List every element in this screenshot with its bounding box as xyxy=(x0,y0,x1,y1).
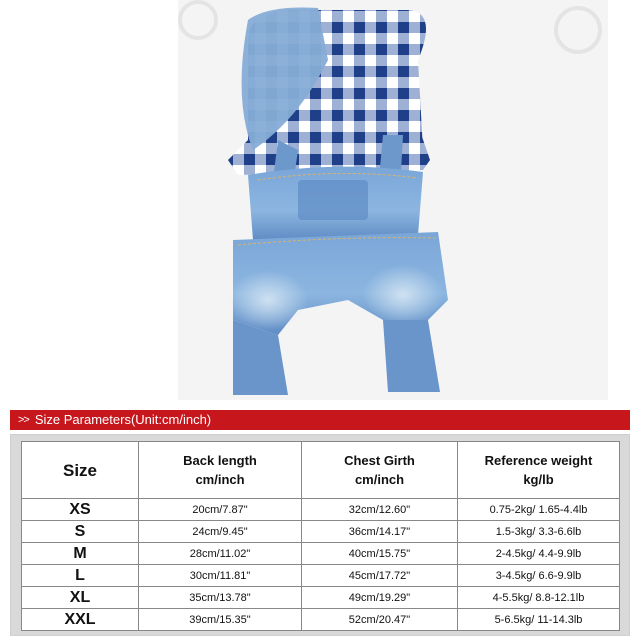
reference-weight-cell: 4-5.5kg/ 8.8-12.1lb xyxy=(458,587,620,609)
chest-girth-cell: 36cm/14.17" xyxy=(302,521,458,543)
size-table-panel xyxy=(10,434,630,636)
bib-pocket xyxy=(298,180,368,220)
chest-girth-cell: 32cm/12.60" xyxy=(302,499,458,521)
chest-girth-cell: 52cm/20.47" xyxy=(302,609,458,631)
reference-weight-cell: 1.5-3kg/ 3.3-6.6lb xyxy=(458,521,620,543)
table-row xyxy=(22,543,620,565)
size-cell: XL xyxy=(22,587,139,609)
back-length-cell: 39cm/15.35" xyxy=(139,609,302,631)
table-row xyxy=(22,609,620,631)
table-header-row xyxy=(22,442,620,499)
table-row xyxy=(22,521,620,543)
size-cell: XS xyxy=(22,499,139,521)
size-cell: L xyxy=(22,565,139,587)
header-size: Size xyxy=(22,442,139,499)
right-leg xyxy=(383,320,440,392)
background-ornament xyxy=(180,2,216,38)
table-row xyxy=(22,587,620,609)
table-row xyxy=(22,499,620,521)
back-length-cell: 35cm/13.78" xyxy=(139,587,302,609)
chest-girth-cell: 49cm/19.29" xyxy=(302,587,458,609)
chest-girth-cell: 40cm/15.75" xyxy=(302,543,458,565)
reference-weight-cell: 5-6.5kg/ 11-14.3lb xyxy=(458,609,620,631)
double-chevron-icon: >> xyxy=(18,414,29,426)
banner-title: Size Parameters(Unit:cm/inch) xyxy=(34,412,212,427)
reference-weight-cell: 3-4.5kg/ 6.6-9.9lb xyxy=(458,565,620,587)
size-table xyxy=(21,441,620,631)
reference-weight-cell: 2-4.5kg/ 4.4-9.9lb xyxy=(458,543,620,565)
header-back-length: Back length cm/inch xyxy=(139,442,302,499)
back-length-cell: 28cm/11.02" xyxy=(139,543,302,565)
product-photo xyxy=(178,0,608,400)
size-cell: XXL xyxy=(22,609,139,631)
header-reference-weight: Reference weight kg/lb xyxy=(458,442,620,499)
back-length-cell: 20cm/7.87" xyxy=(139,499,302,521)
size-cell: M xyxy=(22,543,139,565)
denim-overall-illustration xyxy=(178,0,608,400)
back-length-cell: 24cm/9.45" xyxy=(139,521,302,543)
size-cell: S xyxy=(22,521,139,543)
faded-knee xyxy=(228,270,308,330)
reference-weight-cell: 0.75-2kg/ 1.65-4.4lb xyxy=(458,499,620,521)
header-chest-girth: Chest Girth cm/inch xyxy=(302,442,458,499)
table-row xyxy=(22,565,620,587)
faded-knee xyxy=(363,265,443,325)
chest-girth-cell: 45cm/17.72" xyxy=(302,565,458,587)
size-parameters-banner xyxy=(10,410,630,430)
background-ornament xyxy=(556,8,600,52)
back-length-cell: 30cm/11.81" xyxy=(139,565,302,587)
